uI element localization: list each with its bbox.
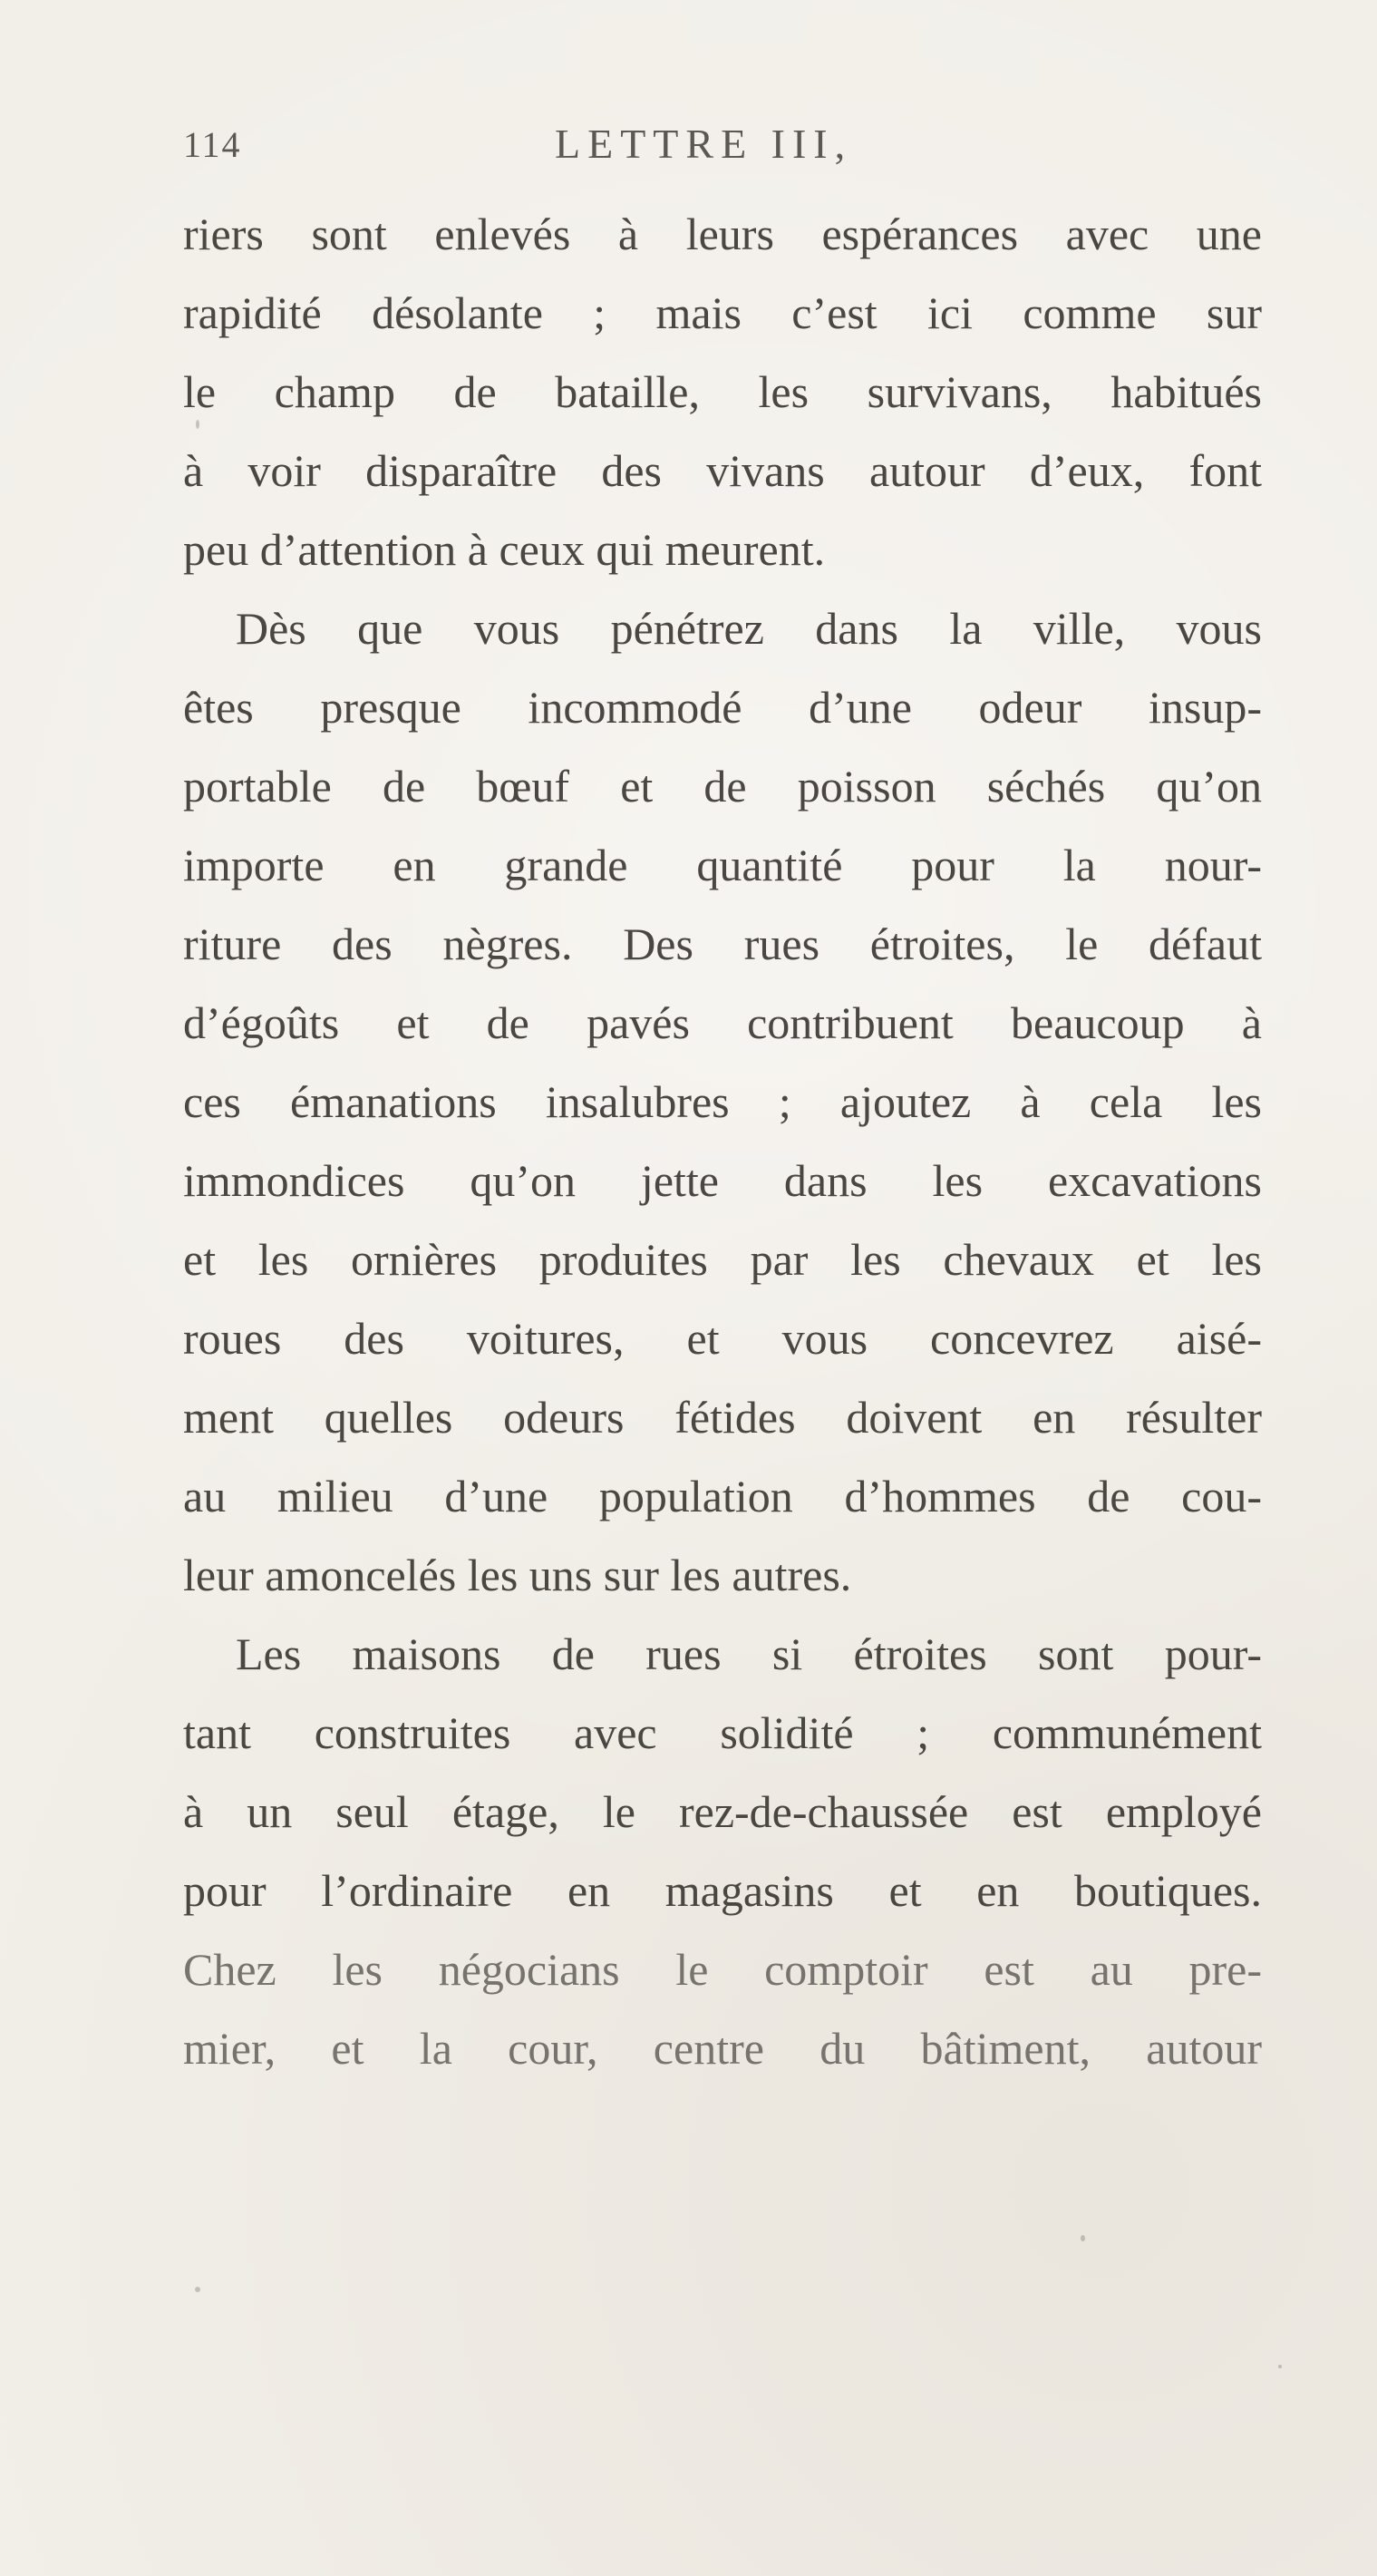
text-line: importe en grande quantité pour la nour-	[183, 840, 1262, 890]
body-text	[183, 195, 1262, 2088]
text-line: riture des nègres. Des rues étroites, le défaut	[183, 919, 1262, 969]
paper-speck	[196, 420, 199, 429]
text-line: d’égoûts et de pavés contribuent beaucoup à	[183, 997, 1262, 1048]
text-line: à un seul étage, le rez-de-chaussée est employé	[183, 1786, 1262, 1837]
text-line: riers sont enlevés à leurs espérances avec une	[183, 209, 1262, 259]
text-line: rapidité désolante ; mais c’est ici comme sur	[183, 287, 1262, 338]
text-line: tant construites avec solidité ; communément	[183, 1707, 1262, 1758]
text-line: ces émanations insalubres ; ajoutez à cela les	[183, 1076, 1262, 1127]
text-line: mier, et la cour, centre du bâtiment, autour	[183, 2023, 1262, 2074]
page-header	[183, 116, 1262, 180]
text-line: êtes presque incommodé d’une odeur insup-	[183, 682, 1262, 733]
paper-speck	[195, 2287, 200, 2292]
text-line: ment quelles odeurs fétides doivent en résulter	[183, 1392, 1262, 1443]
text-line: pour l’ordinaire en magasins et en boutiques.	[183, 1865, 1262, 1916]
text-line: et les ornières produites par les chevaux et les	[183, 1234, 1262, 1285]
text-line: Chez les négocians le comptoir est au pre-	[183, 1944, 1262, 1995]
text-line: portable de bœuf et de poisson séchés qu’on	[183, 761, 1262, 812]
text-line: au milieu d’une population d’hommes de cou-	[183, 1471, 1262, 1521]
paragraph-start-line: Les maisons de rues si étroites sont pour-	[236, 1628, 1262, 1679]
text-line: roues des voitures, et vous concevrez aisé-	[183, 1313, 1262, 1364]
text-line: le champ de bataille, les survivans, habitués	[183, 366, 1262, 417]
page-number: 114	[183, 124, 242, 165]
paper-speck	[1081, 2235, 1085, 2241]
text-line: à voir disparaître des vivans autour d’eux, font	[183, 445, 1262, 496]
paragraph-end-line: leur amoncelés les uns sur les autres.	[183, 1550, 852, 1600]
running-head: LETTRE III,	[555, 121, 853, 167]
paragraph-start-line: Dès que vous pénétrez dans la ville, vous	[236, 603, 1262, 654]
paper-speck	[1278, 2365, 1282, 2368]
paragraph-end-line: peu d’attention à ceux qui meurent.	[183, 524, 826, 575]
text-line: immondices qu’on jette dans les excavations	[183, 1155, 1262, 1206]
